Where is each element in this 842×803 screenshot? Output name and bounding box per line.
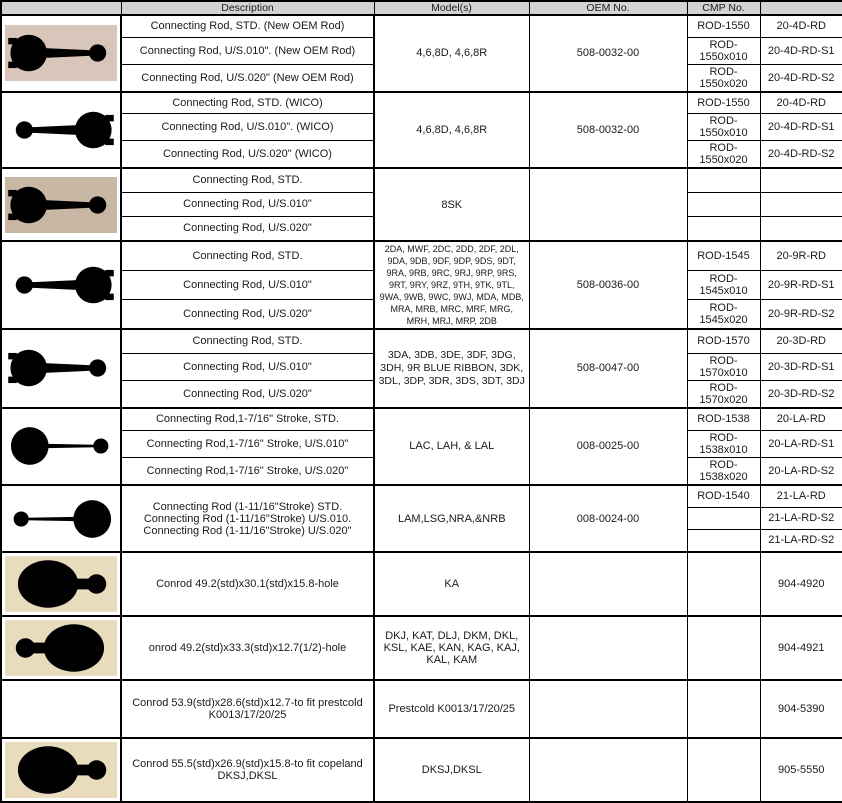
cell-image: [1, 241, 121, 329]
cell-cmp: ROD-1550: [687, 15, 760, 37]
cell-oem: 008-0024-00: [529, 485, 687, 552]
cell-description: [121, 485, 374, 552]
cell-description: Conrod 55.5(std)x26.9(std)x15.8-to fit copeland DKSJ,DKSL: [121, 738, 374, 802]
conrod-image: [5, 556, 117, 612]
cell-description: Connecting Rod, U/S.010". (New OEM Rod): [121, 37, 374, 64]
column-header-image: [1, 1, 121, 15]
connecting-rod-image: [5, 491, 117, 547]
description-line: Connecting Rod (1-11/16"Stroke) STD.: [152, 500, 343, 513]
cell-part: 20-4D-RD-S2: [760, 141, 842, 169]
cell-oem: 508-0047-00: [529, 329, 687, 408]
cell-cmp: [687, 168, 760, 192]
cell-part: 20-9R-RD-S2: [760, 300, 842, 329]
cell-part: 20-9R-RD-S1: [760, 270, 842, 299]
cell-oem: [529, 616, 687, 680]
conrod-image: [5, 742, 117, 798]
cell-part: 20-4D-RD-S1: [760, 114, 842, 141]
cell-description: Connecting Rod, STD.: [121, 241, 374, 270]
cell-cmp: [687, 680, 760, 738]
cell-part: 21-LA-RD-S2: [760, 507, 842, 529]
connecting-rod-image: [5, 25, 117, 81]
cell-part: 20-4D-RD-S1: [760, 37, 842, 64]
cell-models: 4,6,8D, 4,6,8R: [374, 92, 529, 169]
cell-description: Connecting Rod, U/S.020": [121, 380, 374, 408]
cell-part: 20-3D-RD: [760, 329, 842, 353]
cell-oem: [529, 168, 687, 241]
cell-part: 904-4920: [760, 552, 842, 616]
cell-image: [1, 15, 121, 92]
table-row: [1, 329, 842, 353]
cell-cmp: ROD-1570x010: [687, 353, 760, 380]
cell-oem: 508-0032-00: [529, 15, 687, 92]
cell-part: 20-LA-RD: [760, 408, 842, 431]
cell-cmp: [687, 529, 760, 552]
cell-oem: [529, 552, 687, 616]
cell-description: Connecting Rod,1-7/16" Stroke, U/S.020": [121, 458, 374, 486]
connecting-rod-photo: [5, 257, 117, 313]
connecting-rod-image: [5, 257, 117, 313]
connecting-rod-photo: [5, 418, 117, 474]
cell-cmp: ROD-1550: [687, 92, 760, 114]
cell-description: Connecting Rod, STD.: [121, 168, 374, 192]
cell-description: Connecting Rod, U/S.020" (New OEM Rod): [121, 64, 374, 92]
cell-description: Connecting Rod, U/S.020": [121, 216, 374, 241]
conrod-photo: [5, 742, 117, 798]
conrod-image: [5, 620, 117, 676]
cell-description: onrod 49.2(std)x33.3(std)x12.7(1/2)-hole: [121, 616, 374, 680]
cell-part: 20-LA-RD-S2: [760, 458, 842, 486]
cell-models: DKSJ,DKSL: [374, 738, 529, 802]
cell-cmp: ROD-1545x020: [687, 300, 760, 329]
cell-part: 905-5550: [760, 738, 842, 802]
cell-image: [1, 408, 121, 486]
cell-cmp: ROD-1538: [687, 408, 760, 431]
cell-models: 3DA, 3DB, 3DE, 3DF, 3DG, 3DH, 9R BLUE RIBBON, 3DK, 3DL, 3DP, 3DR, 3DS, 3DT, 3DJ: [374, 329, 529, 408]
cell-models: LAM,LSG,NRA,&NRB: [374, 485, 529, 552]
connecting-rod-image: [5, 418, 117, 474]
column-header-part: [760, 1, 842, 15]
cell-models: KA: [374, 552, 529, 616]
cell-image: [1, 485, 121, 552]
cell-cmp: ROD-1550x010: [687, 37, 760, 64]
cell-image: [1, 329, 121, 408]
table-row: [1, 485, 842, 507]
table-row: [1, 92, 842, 114]
column-header-oem: OEM No.: [529, 1, 687, 15]
table-row: [1, 680, 842, 738]
column-header-models: Model(s): [374, 1, 529, 15]
cell-part: [760, 168, 842, 192]
cell-description: Conrod 53.9(std)x28.6(std)x12.7-to fit prestcold K0013/17/20/25: [121, 680, 374, 738]
cell-description: Connecting Rod,1-7/16" Stroke, STD.: [121, 408, 374, 431]
cell-cmp: [687, 616, 760, 680]
column-header-cmp: CMP No.: [687, 1, 760, 15]
cell-models: LAC, LAH, & LAL: [374, 408, 529, 486]
connecting-rod-image: [5, 340, 117, 396]
cell-oem: 508-0032-00: [529, 92, 687, 169]
cell-description: Connecting Rod,1-7/16" Stroke, U/S.010": [121, 431, 374, 458]
cell-description: Connecting Rod, STD. (New OEM Rod): [121, 15, 374, 37]
cell-cmp: ROD-1540: [687, 485, 760, 507]
table-row: [1, 408, 842, 431]
connecting-rod-image: [5, 102, 117, 158]
cell-oem: 008-0025-00: [529, 408, 687, 486]
header-row: [1, 1, 842, 15]
table-row: [1, 552, 842, 616]
table-row: [1, 616, 842, 680]
cell-cmp: ROD-1550x020: [687, 141, 760, 169]
cell-description: Connecting Rod, U/S.010": [121, 192, 374, 216]
connecting-rod-photo: [5, 25, 117, 81]
description-line: Connecting Rod (1-11/16"Stroke) U/S.020": [143, 524, 352, 537]
cell-cmp: [687, 192, 760, 216]
cell-cmp: ROD-1538x010: [687, 431, 760, 458]
cell-part: 21-LA-RD-S2: [760, 529, 842, 552]
cell-part: 20-4D-RD-S2: [760, 64, 842, 92]
cell-description: Conrod 49.2(std)x30.1(std)x15.8-hole: [121, 552, 374, 616]
cell-models: Prestcold K0013/17/20/25: [374, 680, 529, 738]
cell-cmp: ROD-1538x020: [687, 458, 760, 486]
table-row: [1, 241, 842, 270]
cell-description: Connecting Rod, U/S.020": [121, 300, 374, 329]
cell-description: Connecting Rod, U/S.010": [121, 353, 374, 380]
cell-models: DKJ, KAT, DLJ, DKM, DKL, KSL, KAE, KAN, KAG, KAJ, KAL, KAM: [374, 616, 529, 680]
cell-part: 20-3D-RD-S1: [760, 353, 842, 380]
cell-image: [1, 92, 121, 169]
connecting-rod-photo: [5, 491, 117, 547]
cell-cmp: ROD-1570: [687, 329, 760, 353]
cell-part: 904-5390: [760, 680, 842, 738]
cell-models: 2DA, MWF, 2DC, 2DD, 2DF, 2DL, 9DA, 9DB, 9DF, 9DP, 9DS, 9DT, 9RA, 9RB, 9RC, 9RJ, 9RP, 9RS, 9RT, 9RY, 9RZ, 9TH, 9TK, 9TL, 9WA, 9WB, 9WC, 9WJ, MDA, MDB, MRA, MRB, MRC, MRF, MRG, MRH, MRJ, MRP, 2DB: [374, 241, 529, 329]
cell-cmp: ROD-1545: [687, 241, 760, 270]
cell-models: 4,6,8D, 4,6,8R: [374, 15, 529, 92]
cell-oem: 508-0036-00: [529, 241, 687, 329]
cell-part: 20-LA-RD-S1: [760, 431, 842, 458]
cell-image: [1, 552, 121, 616]
cell-part: 20-4D-RD: [760, 15, 842, 37]
cell-description: Connecting Rod, U/S.020" (WICO): [121, 141, 374, 169]
cell-oem: [529, 680, 687, 738]
cell-description: Connecting Rod, STD.: [121, 329, 374, 353]
cell-cmp: ROD-1550x020: [687, 64, 760, 92]
cell-description: Connecting Rod, U/S.010". (WICO): [121, 114, 374, 141]
connecting-rod-image: [5, 177, 117, 233]
cell-part: [760, 216, 842, 241]
cell-description: Connecting Rod, STD. (WICO): [121, 92, 374, 114]
cell-cmp: ROD-1545x010: [687, 270, 760, 299]
conrod-photo: [5, 620, 117, 676]
conrod-photo: [5, 556, 117, 612]
cell-image: [1, 680, 121, 738]
cell-part: 20-9R-RD: [760, 241, 842, 270]
cell-cmp: [687, 216, 760, 241]
cell-part: 21-LA-RD: [760, 485, 842, 507]
cell-cmp: ROD-1570x020: [687, 380, 760, 408]
connecting-rod-photo: [5, 340, 117, 396]
connecting-rod-photo: [5, 102, 117, 158]
column-header-description: Description: [121, 1, 374, 15]
description-line: Connecting Rod (1-11/16"Stroke) U/S.010.: [143, 512, 352, 525]
cell-image: [1, 616, 121, 680]
cell-part: [760, 192, 842, 216]
cell-cmp: [687, 507, 760, 529]
connecting-rod-photo: [5, 177, 117, 233]
cell-part: 20-4D-RD: [760, 92, 842, 114]
cell-cmp: ROD-1550x010: [687, 114, 760, 141]
table-row: [1, 168, 842, 192]
cell-image: [1, 168, 121, 241]
cell-models: 8SK: [374, 168, 529, 241]
cell-cmp: [687, 552, 760, 616]
table-row: [1, 15, 842, 37]
cell-part: 904-4921: [760, 616, 842, 680]
cell-part: 20-3D-RD-S2: [760, 380, 842, 408]
cell-description: Connecting Rod, U/S.010": [121, 270, 374, 299]
